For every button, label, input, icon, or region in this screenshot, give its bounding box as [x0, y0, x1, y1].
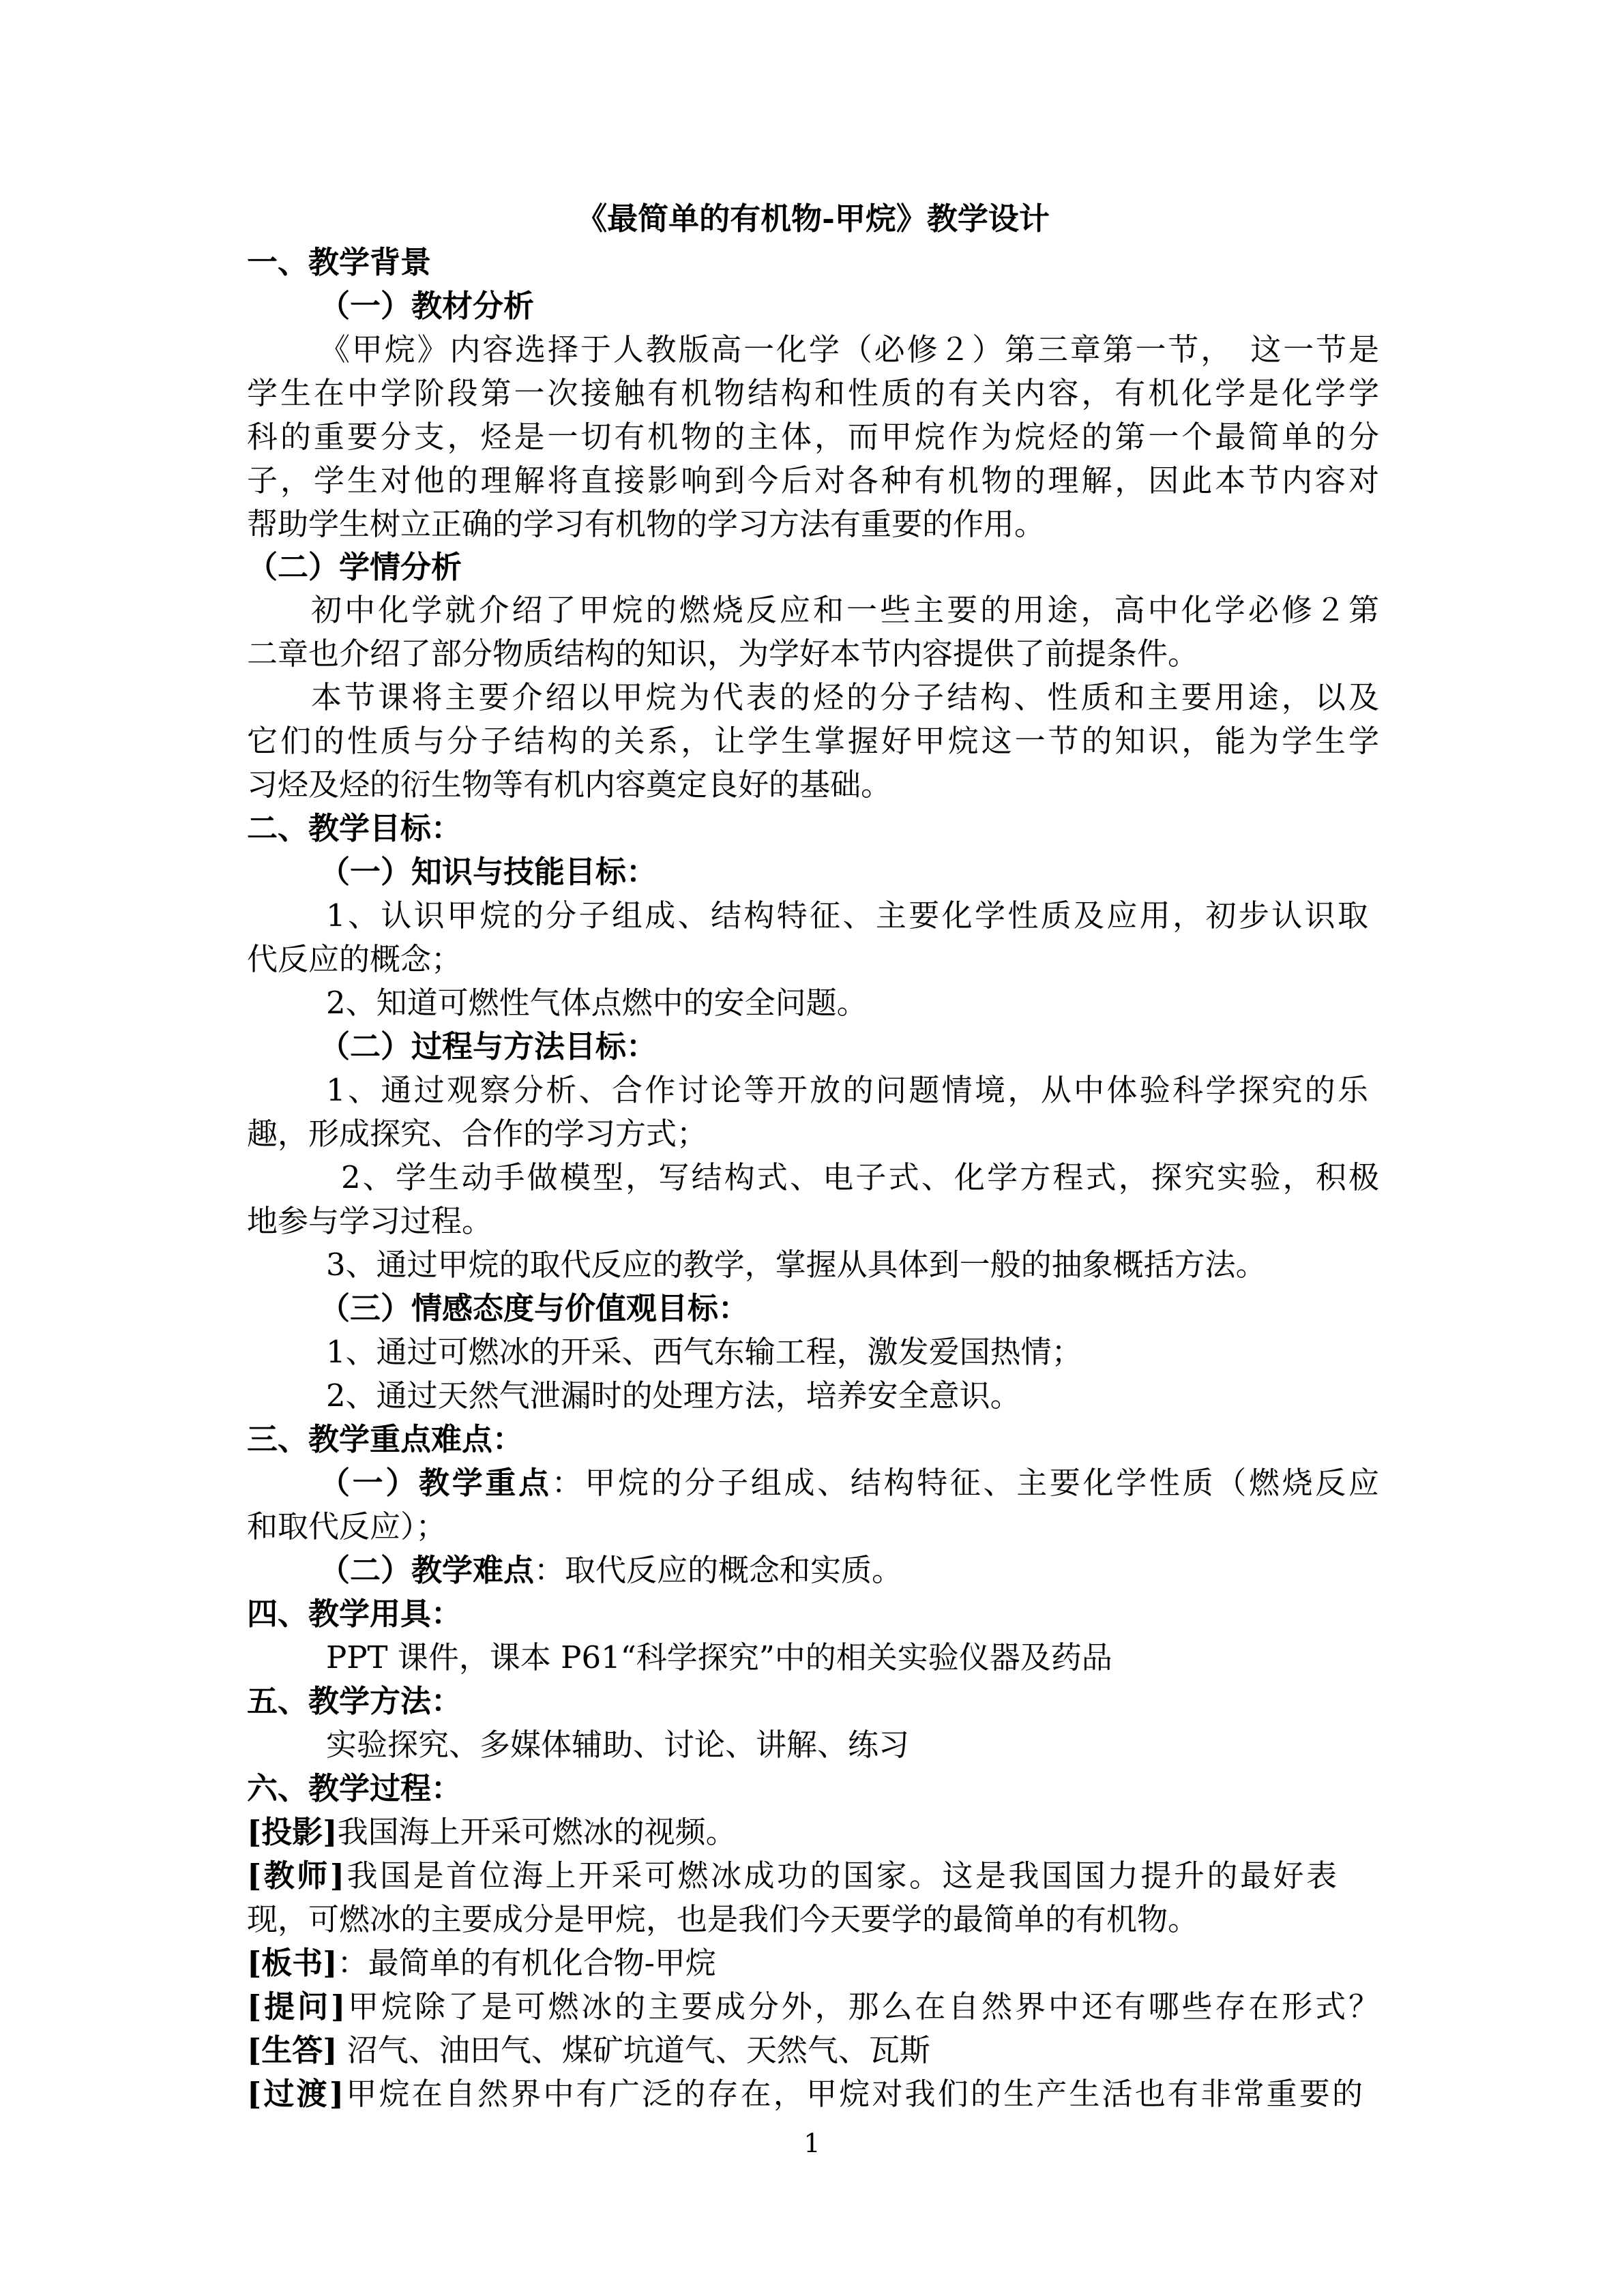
process-line — [247, 1939, 1379, 1987]
methods-text: 实验探究、多媒体辅助、讨论、讲解、练习 — [326, 1727, 910, 1763]
subheading-textbook-analysis: （一）教材分析 — [319, 288, 535, 324]
process-text: ：最简单的有机化合物-甲烷 — [337, 1945, 716, 1981]
objective-line: 1、通过可燃冰的开采、西气东输工程，激发爱国热情； — [326, 1334, 1082, 1370]
subheading-process: （二）过程与方法目标： — [319, 1028, 658, 1064]
subheading-student-analysis: （二）学情分析 — [247, 549, 462, 585]
paragraph-line: 它们的性质与分子结构的关系，让学生掌握好甲烷这一节的知识，能为学生学 — [247, 723, 1379, 759]
paragraph-line: 帮助学生树立正确的学习有机物的学习方法有重要的作用。 — [247, 506, 1046, 542]
process-tag: [提问] — [247, 1988, 346, 2025]
objective-line: 趣，形成探究、合作的学习方式； — [247, 1116, 708, 1152]
paragraph-line: 习烃及烃的衍生物等有机内容奠定良好的基础。 — [247, 766, 892, 803]
process-text: 我国是首位海上开采可燃冰成功的国家。这是我国国力提升的最好表 — [344, 1858, 1337, 1894]
objective-line: 地参与学习过程。 — [247, 1203, 493, 1239]
paragraph-line: 科的重要分支，烃是一切有机物的主体，而甲烷作为烷烃的第一个最简单的分 — [247, 419, 1379, 455]
objective-line: 代反应的概念； — [247, 941, 462, 977]
process-tag: [板书] — [247, 1945, 338, 1981]
tools-text: PPT 课件，课本 P61“科学探究”中的相关实验仪器及药品 — [326, 1639, 1112, 1675]
process-tag: [生答] — [247, 2032, 338, 2068]
objective-line: 2、知道可燃性气体点燃中的安全问题。 — [326, 985, 868, 1021]
process-line — [247, 1852, 1337, 1900]
document-title: 《最简单的有机物-甲烷》教学设计 — [576, 200, 1050, 237]
section-heading-key-points: 三、教学重点难点： — [247, 1421, 524, 1457]
key-point-label: （一）教学重点 — [319, 1465, 552, 1501]
process-text: 我国海上开采可燃冰的视频。 — [337, 1814, 737, 1850]
process-tag: [教师] — [247, 1858, 345, 1894]
paragraph-line: 二章也介绍了部分物质结构的知识，为学好本节内容提供了前提条件。 — [247, 636, 1199, 672]
objective-line: 1、通过观察分析、合作讨论等开放的问题情境，从中体验科学探究的乐 — [326, 1072, 1368, 1108]
process-line — [247, 1983, 1379, 2031]
difficulty-line — [319, 1547, 1451, 1594]
paragraph-line: 本节课将主要介绍以甲烷为代表的烃的分子结构、性质和主要用途，以及 — [311, 679, 1379, 715]
process-line — [247, 2027, 1379, 2074]
objective-line: 2、通过天然气泄漏时的处理方法，培养安全意识。 — [326, 1377, 1021, 1414]
objective-line: 2、学生动手做模型，写结构式、电子式、化学方程式，探究实验，积极 — [341, 1159, 1379, 1195]
process-text: 甲烷除了是可燃冰的主要成分外，那么在自然界中还有哪些存在形式？ — [345, 1988, 1379, 2025]
section-heading-methods: 五、教学方法： — [247, 1683, 462, 1719]
difficulty-label: （二）教学难点 — [319, 1552, 535, 1588]
section-heading-objectives: 二、教学目标： — [247, 810, 462, 846]
process-tag: [过渡] — [247, 2076, 344, 2112]
process-line: 现，可燃冰的主要成分是甲烷，也是我们今天要学的最简单的有机物。 — [247, 1901, 1199, 1937]
section-heading-process: 六、教学过程： — [247, 1770, 462, 1806]
process-line — [247, 2070, 1363, 2118]
objective-line: 3、通过甲烷的取代反应的教学，掌握从具体到一般的抽象概括方法。 — [326, 1247, 1267, 1283]
paragraph-line: 子，学生对他的理解将直接影响到今后对各种有机物的理解，因此本节内容对 — [247, 462, 1379, 498]
process-line — [247, 1808, 1379, 1856]
key-point-line: 和取代反应）； — [247, 1508, 447, 1545]
section-heading-tools: 四、教学用具： — [247, 1596, 462, 1632]
key-point-text: ：甲烷的分子组成、结构特征、主要化学性质（燃烧反应 — [551, 1465, 1379, 1501]
paragraph-line: 《甲烷》内容选择于人教版高一化学（必修２）第三章第一节， 这一节是 — [319, 331, 1379, 368]
section-heading-background: 一、教学背景 — [247, 244, 432, 280]
paragraph-line: 学生在中学阶段第一次接触有机物结构和性质的有关内容，有机化学是化学学 — [247, 375, 1379, 411]
objective-line: 1、认识甲烷的分子组成、结构特征、主要化学性质及应用，初步认识取 — [326, 897, 1368, 934]
difficulty-text: ：取代反应的概念和实质。 — [534, 1552, 903, 1588]
process-text: 甲烷在自然界中有广泛的存在，甲烷对我们的生产生活也有非常重要的 — [344, 2076, 1363, 2112]
paragraph-line: 初中化学就介绍了甲烷的燃烧反应和一些主要的用途，高中化学必修２第 — [311, 592, 1379, 628]
key-point-line — [319, 1459, 1379, 1507]
page-number: 1 — [803, 2128, 821, 2158]
subheading-knowledge: （一）知识与技能目标： — [319, 854, 658, 890]
process-tag: [投影] — [247, 1814, 338, 1850]
process-text: 沼气、油田气、煤矿坑道气、天然气、瓦斯 — [337, 2032, 930, 2068]
subheading-emotion: （三）情感态度与价值观目标： — [319, 1290, 750, 1326]
